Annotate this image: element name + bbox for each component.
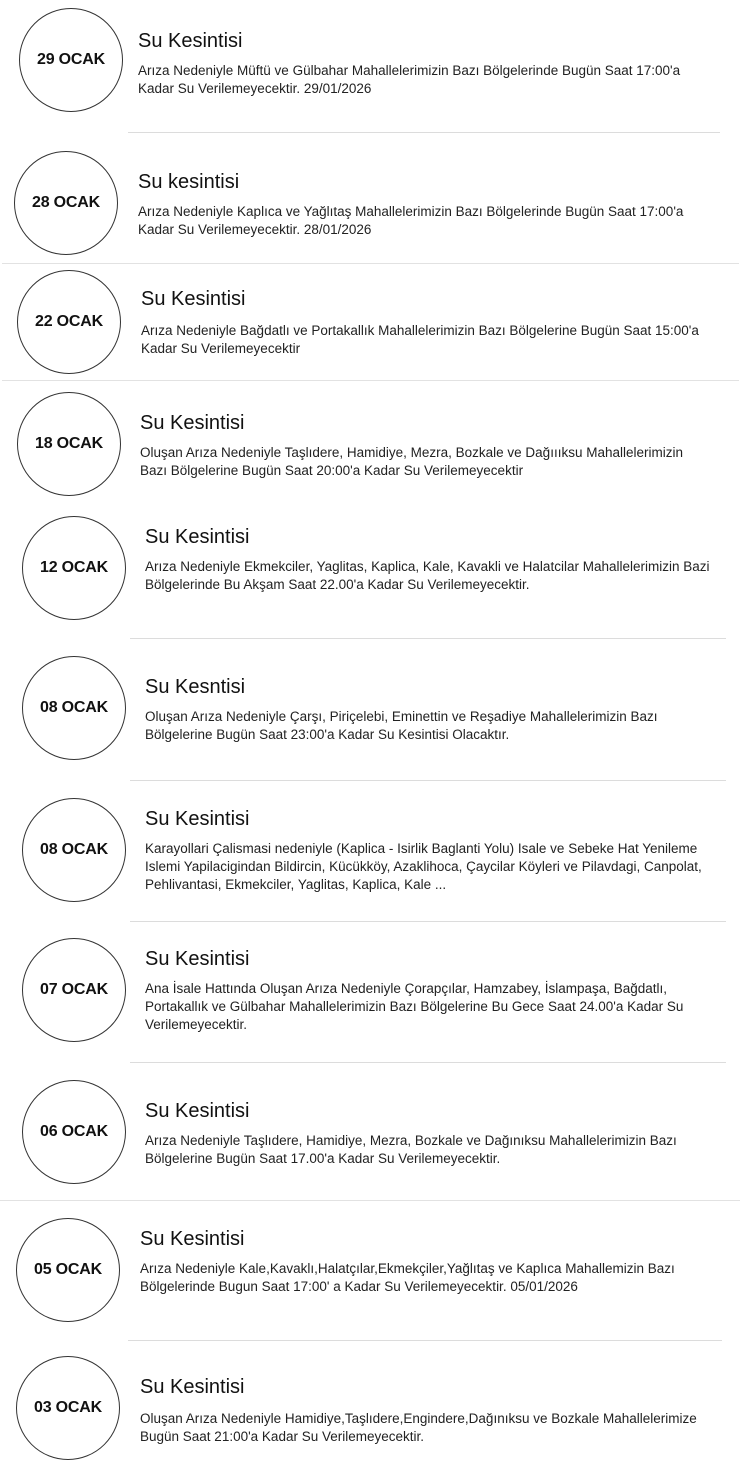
date-badge xyxy=(16,1218,120,1322)
list-item[interactable] xyxy=(0,1208,740,1338)
item-title[interactable]: Su Kesintisi xyxy=(141,288,246,310)
list-item[interactable] xyxy=(0,790,740,920)
date-label: 06 OCAK xyxy=(40,1123,108,1140)
date-label: 18 OCAK xyxy=(35,435,103,452)
item-title[interactable]: Su Kesintisi xyxy=(145,1100,250,1122)
item-text: Oluşan Arıza Nedeniyle Taşlıdere, Hamidiye, Mezra, Bozkale ve Dağıııksu Mahallelerimizin Bazı Bölgelerine Bugün Saat 20:00'a Kadar Su Verilemeyecektir xyxy=(140,445,683,478)
list-item[interactable] xyxy=(0,930,740,1060)
date-badge xyxy=(22,1080,126,1184)
divider xyxy=(128,1340,722,1341)
section-border xyxy=(2,380,739,381)
item-text: Arıza Nedeniyle Bağdatlı ve Portakallık Mahallelerimizin Bazı Bölgelerine Bugün Saat 15:00'a Kadar Su Verilemeyecektir xyxy=(141,323,699,356)
date-badge xyxy=(22,516,126,620)
item-title[interactable]: Su Kesintisi xyxy=(140,1228,245,1250)
item-text: Oluşan Arıza Nedeniyle Çarşı, Piriçelebi, Eminettin ve Reşadiye Mahallelerimizin Bazı Bölgelerine Bugün Saat 23:00'a Kadar Su Kesintisi Olacaktır. xyxy=(145,709,658,742)
divider xyxy=(130,638,726,639)
list-item[interactable] xyxy=(0,1072,740,1198)
date-label: 05 OCAK xyxy=(34,1261,102,1278)
list-item[interactable] xyxy=(0,1348,740,1476)
item-text: Karayollari Çalismasi nedeniyle (Kaplica - Isirlik Baglanti Yolu) Isale ve Sebeke Hat Yenileme Islemi Yapilacigindan Bildircin, Kücükköy, Azaklihoca, Çaycilar Köyleri ve Pilavdagi, Canpolat, Pehlivantasi, Ekmekciler, Yaglitas, Kaplica, Kale ... xyxy=(145,841,702,892)
date-label: 28 OCAK xyxy=(32,194,100,211)
item-title[interactable]: Su Kesintisi xyxy=(145,808,250,830)
item-text: Arıza Nedeniyle Kale,Kavaklı,Halatçılar,Ekmekçiler,Yağlıtaş ve Kaplıca Mahallemizin Bazı Bölgelerinde Bugun Saat 17:00' a Kadar Su Verilemeyecektir. 05/01/2026 xyxy=(140,1261,675,1294)
date-label: 29 OCAK xyxy=(37,51,105,68)
date-label: 12 OCAK xyxy=(40,559,108,576)
item-text: Ana İsale Hattında Oluşan Arıza Nedeniyle Çorapçılar, Hamzabey, İslampaşa, Bağdatlı, Portakallık ve Gülbahar Mahallelerimizin Bazı Bölgelerine Bu Gece Saat 24.00'a Kadar Su Verilemeyecektir. xyxy=(145,981,684,1032)
item-title[interactable]: Su Kesintisi xyxy=(145,526,250,548)
date-label: 03 OCAK xyxy=(34,1399,102,1416)
list-item[interactable] xyxy=(0,386,740,498)
divider xyxy=(130,780,726,781)
item-title[interactable]: Su Kesintisi xyxy=(138,30,243,52)
item-text: Arıza Nedeniyle Kaplıca ve Yağlıtaş Mahallelerimizin Bazı Bölgelerinde Bugün Saat 17:00'a Kadar Su Verilemeyecektir. 28/01/2026 xyxy=(138,204,684,237)
date-badge xyxy=(19,8,123,112)
list-item[interactable] xyxy=(0,264,740,380)
item-title[interactable]: Su kesintisi xyxy=(138,171,240,193)
date-badge xyxy=(22,656,126,760)
item-text: Arıza Nedeniyle Taşlıdere, Hamidiye, Mezra, Bozkale ve Dağınıksu Mahallelerimizin Bazı Bölgelerine Bugün Saat 17.00'a Kadar Su Verilemeyecektir. xyxy=(145,1133,677,1166)
item-title[interactable]: Su Kesntisi xyxy=(145,676,246,698)
divider xyxy=(130,1062,726,1063)
date-label: 07 OCAK xyxy=(40,981,108,998)
date-badge xyxy=(14,151,118,255)
date-label: 08 OCAK xyxy=(40,841,108,858)
section-border xyxy=(0,1200,740,1201)
item-title[interactable]: Su Kesintisi xyxy=(140,412,245,434)
date-badge xyxy=(17,270,121,374)
date-badge xyxy=(16,1356,120,1460)
list-item[interactable] xyxy=(0,133,740,263)
item-text: Arıza Nedeniyle Ekmekciler, Yaglitas, Kaplica, Kale, Kavakli ve Halatcilar Mahallelerimizin Bazi Bölgelerinde Bu Akşam Saat 22.00'a Kadar Su Verilemeyecektir. xyxy=(145,559,710,592)
date-badge xyxy=(22,938,126,1042)
item-text: Arıza Nedeniyle Müftü ve Gülbahar Mahallelerimizin Bazı Bölgelerinde Bugün Saat 17:00'a Kadar Su Verilemeyecektir. 29/01/2026 xyxy=(138,63,681,96)
list-item[interactable] xyxy=(0,510,740,638)
list-item[interactable] xyxy=(0,0,740,133)
date-badge xyxy=(17,392,121,496)
item-text: Oluşan Arıza Nedeniyle Hamidiye,Taşlıdere,Engindere,Dağınıksu ve Bozkale Mahallelerimize Bugün Saat 21:00'a Kadar Su Verilemeyecektir. xyxy=(140,1411,697,1444)
item-title[interactable]: Su Kesintisi xyxy=(145,948,250,970)
date-badge xyxy=(22,798,126,902)
date-label: 08 OCAK xyxy=(40,699,108,716)
divider xyxy=(130,921,726,922)
list-item[interactable] xyxy=(0,648,740,778)
date-label: 22 OCAK xyxy=(35,313,103,330)
item-title[interactable]: Su Kesintisi xyxy=(140,1376,245,1398)
